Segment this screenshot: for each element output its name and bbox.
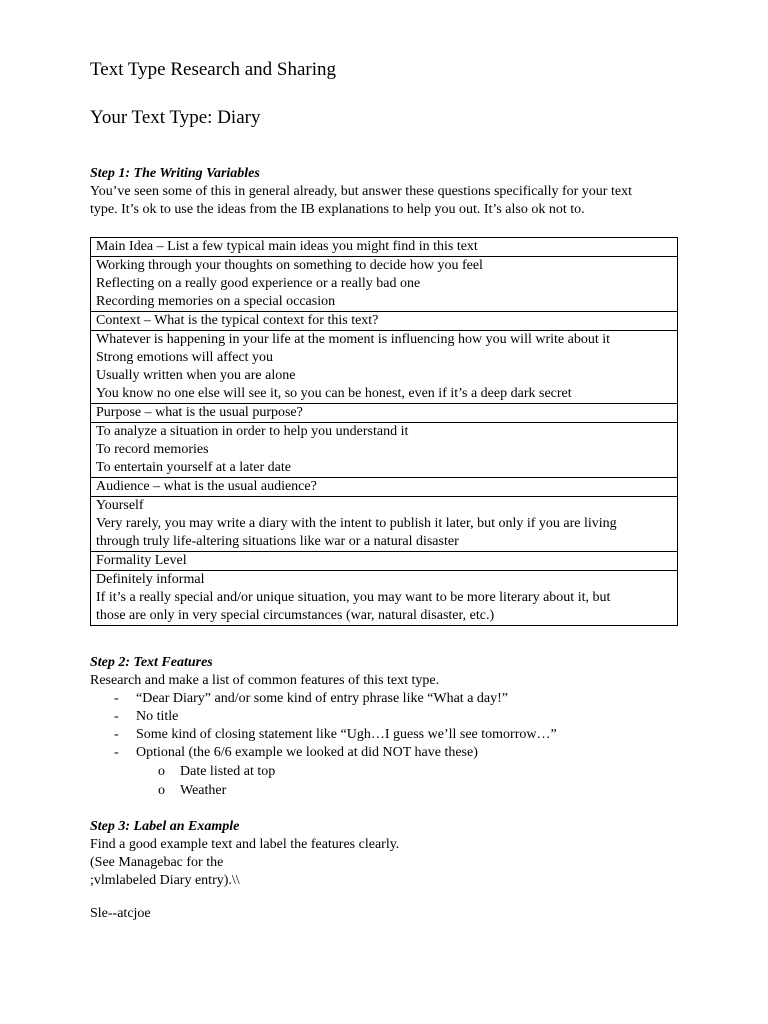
answer-line: those are only in very special circumstances (war, natural disaster, etc.) — [96, 608, 495, 623]
answer-line: Definitely informal — [96, 572, 205, 587]
step1-intro-line: type. It’s ok to use the ideas from the IB explanations to help you out. It’s also ok not to. — [90, 202, 585, 217]
answer-line: Yourself — [96, 498, 144, 513]
table-row-answer — [91, 331, 678, 404]
answer-line: If it’s a really special and/or unique situation, you may want to be more literary about it, but — [96, 590, 611, 605]
list-item — [90, 762, 557, 781]
feature-text: Optional (the 6/6 example we looked at did NOT have these) — [136, 745, 478, 760]
step1-intro — [90, 183, 632, 219]
step3-body — [90, 836, 399, 890]
feature-text: No title — [136, 709, 179, 724]
table-row-answer — [91, 257, 678, 312]
answer-line: Very rarely, you may write a diary with the intent to publish it later, but only if you are living — [96, 516, 617, 531]
answer-line: To entertain yourself at a later date — [96, 460, 291, 475]
writing-variables-table — [90, 237, 678, 626]
table-row-answer — [91, 497, 678, 552]
table-row-answer — [91, 423, 678, 478]
step1-intro-line: You’ve seen some of this in general already, but answer these questions specifically for your text — [90, 184, 632, 199]
step3-heading: Step 3: Label an Example — [90, 819, 240, 834]
page-title: Text Type Research and Sharing — [90, 59, 337, 80]
table-row-answer — [91, 571, 678, 626]
list-item — [90, 781, 557, 800]
answer-line: To record memories — [96, 442, 209, 457]
step3-line: (See Managebac for the — [90, 855, 224, 870]
answer-line: Recording memories on a special occasion — [96, 294, 336, 309]
step2-section — [90, 654, 557, 800]
step3-line: ;vlmlabeled Diary entry).\\ — [90, 873, 240, 888]
optional-feature-text: Weather — [180, 783, 227, 798]
list-item — [90, 708, 557, 726]
audience-answer — [91, 497, 678, 552]
answer-line: You know no one else will see it, so you can be honest, even if it’s a deep dark secret — [96, 386, 572, 401]
answer-line: To analyze a situation in order to help you understand it — [96, 424, 409, 439]
purpose-header: Purpose – what is the usual purpose? — [91, 404, 678, 423]
context-answer — [91, 331, 678, 404]
answer-line: Reflecting on a really good experience or a really bad one — [96, 276, 421, 291]
list-item — [90, 744, 557, 762]
step3-section — [90, 818, 399, 890]
answer-line: Whatever is happening in your life at the moment is influencing how you will write about it — [96, 332, 610, 347]
table-row-header — [91, 552, 678, 571]
dash-bullet: - — [114, 727, 119, 742]
text-type-heading: Your Text Type: Diary — [90, 107, 261, 128]
formality-header: Formality Level — [91, 552, 678, 571]
purpose-answer — [91, 423, 678, 478]
answer-line: Usually written when you are alone — [96, 368, 296, 383]
table-row-header — [91, 312, 678, 331]
dash-bullet: - — [114, 691, 119, 706]
step3-line: Find a good example text and label the features clearly. — [90, 837, 400, 852]
table-row-header — [91, 478, 678, 497]
audience-header: Audience – what is the usual audience? — [91, 478, 678, 497]
answer-line: Strong emotions will affect you — [96, 350, 274, 365]
table-row-header — [91, 404, 678, 423]
dash-bullet: - — [114, 709, 119, 724]
circle-bullet: o — [158, 764, 165, 779]
list-item — [90, 690, 557, 708]
answer-line: through truly life-altering situations like war or a natural disaster — [96, 534, 459, 549]
circle-bullet: o — [158, 783, 165, 798]
context-header: Context – What is the typical context for this text? — [91, 312, 678, 331]
answer-line: Working through your thoughts on something to decide how you feel — [96, 258, 483, 273]
step2-heading: Step 2: Text Features — [90, 655, 213, 670]
step1-section — [90, 165, 632, 219]
feature-text: Some kind of closing statement like “Ugh…I guess we’ll see tomorrow…” — [136, 727, 557, 742]
dash-bullet: - — [114, 745, 119, 760]
step2-intro: Research and make a list of common features of this text type. — [90, 673, 440, 688]
features-list — [90, 690, 557, 762]
main-idea-header: Main Idea – List a few typical main ideas you might find in this text — [91, 238, 678, 257]
list-item — [90, 726, 557, 744]
optional-feature-text: Date listed at top — [180, 764, 276, 779]
signature-text: Sle--atcjoe — [90, 906, 151, 921]
step1-heading: Step 1: The Writing Variables — [90, 166, 260, 181]
feature-text: “Dear Diary” and/or some kind of entry phrase like “What a day!” — [136, 691, 509, 706]
optional-features-list — [90, 762, 557, 800]
table-row-header — [91, 238, 678, 257]
formality-answer — [91, 571, 678, 626]
main-idea-answer — [91, 257, 678, 312]
